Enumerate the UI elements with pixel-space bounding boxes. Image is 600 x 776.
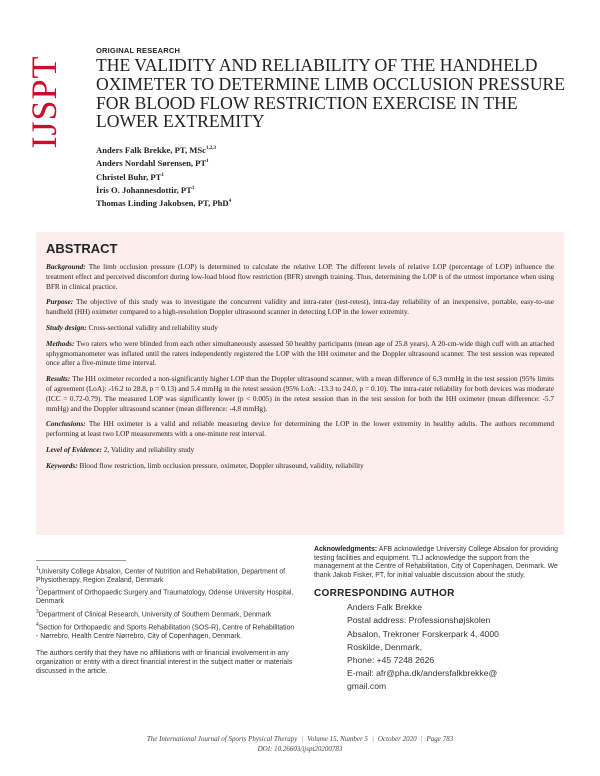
corresponding-author-details [314, 601, 566, 693]
footer-citation: The International Journal of Sports Physical Therapy | Volume 15, Number 5 | October 2020 | Page 783 [146, 735, 454, 743]
author: Anders Nordahl Sørensen, $PT^1$ [96, 158, 209, 169]
abstract-section-level-of-evidence: Level of Evidence: 2, Validity and reliability study [46, 444, 195, 454]
corresponding-author-line: gmail.com [347, 680, 387, 691]
author: Thomas Linding Jakobsen, PT, PhD$^4$ [96, 198, 232, 209]
journal-logo: IJSPT [24, 55, 64, 149]
abstract-section-keywords: Keywords: Blood flow restriction, limb occlusion pressure, oximeter, Doppler ultrasound, validity, reliability [46, 460, 364, 470]
abstract-section-study-design: Study design: Cross-sectional validity and reliability study [46, 322, 218, 332]
article-title: THE VALIDITY AND RELIABILITY OF THE HANDHELD OXIMETER TO DETERMINE LIMB OCCLUSION PRESSURE FOR BLOOD FLOW RESTRICTION EXERCISE IN THE LOWER EXTREMITY [96, 55, 566, 132]
article-type-label: ORIGINAL RESEARCH [96, 46, 181, 55]
acknowledgments-column [314, 546, 566, 693]
abstract-section-results: Results: The HH oximeter recorded a non-significantly higher LOP than the Doppler ultrasound scanner, with a mean difference of 6.3 mmHg in the test session (95% limits of agreement (LoA): -16.2 to 28.8, p = 0.13) and 5.4 mmHg in the retest session (95% LoA: -13.3 to 24.0, p = 0.10). The intra-rater reliability for both devices was moderate (ICC = 0.72-0.79). The measured LOP was significantly lower (p < 0.005) in the retest session than in the test session for both the HH oximeter (mean difference: -5.7 mmHg) and the Doppler ultrasound scanner (mean difference: -4.8 mmHg). [46, 374, 554, 413]
abstract-heading: ABSTRACT [46, 241, 118, 256]
page-footer [0, 734, 600, 754]
footer-doi: DOI: 10.26603/ijspt20200783 [257, 745, 343, 753]
affiliation: $^2$Department of Orthopaedic Surgery and Traumatology, Odense University Hospital, Denmark [36, 587, 294, 606]
affiliation: $^4$Section for Orthopaedic and Sports Rehabilitation (SOS-R), Centre of Rehabilitation - Nørrebro, Health Centre Nørrebro, City of Copenhagen, Denmark. [36, 621, 295, 640]
abstract-section-background: Background: The limb occlusion pressure (LOP) is determined to calculate the relative LOP. The different levels of relative LOP (percentage of LOP) influence the treatment effect and perceived discomfort during low-load blood flow restriction (BFR) strength training. Thus, determining the LOP is of the utmost importance when using BFR in clinical practice. [46, 262, 554, 291]
corresponding-author-line: Roskilde, Denmark, [347, 641, 422, 652]
author: Anders Falk Brekke, PT, MSc$^{1,2,3}$ [96, 144, 216, 155]
abstract-section-conclusions: Conclusions: The HH oximeter is a valid and reliable measuring device for determining the LOP in the lower extremity in healthy adults. The authors recommend performing at least two LOP measurements with a one-minute rest interval. [46, 419, 554, 439]
acknowledgments: Acknowledgments: AFB acknowledge University College Absalon for providing testing facilities and equipment. TLJ acknowledge the support from the management at the Centre of Rehabilitation, City of Copenhagen, Denmark. We thank Jakob Fisker, PT, for initial valuable discussion about the study. [314, 546, 558, 579]
affiliation: $^1$University College Absalon, Center of Nutrition and Rehabilitation, Department of Physiotherapy, Region Zealand, Denmark [36, 566, 286, 584]
affiliations-column [36, 560, 298, 676]
corresponding-author-line: Postal address: Professionshøjskolen [347, 615, 491, 626]
corresponding-author-line: E-mail: afr@pha.dk/andersfalkbrekke@ [347, 667, 498, 678]
author: Íris O. Johannesdottir, $PT^1$ [96, 184, 195, 195]
corresponding-author-heading: CORRESPONDING AUTHOR [314, 588, 455, 600]
corresponding-author-line: Phone: +45 7248 2626 [347, 654, 435, 665]
affiliation: $^3$Department of Clinical Research, University of Southern Denmark, Denmark [36, 608, 272, 619]
conflict-disclosure: The authors certify that they have no affiliations with or financial involvement in any organization or entity with a direct financial interest in the subject matter or materials discussed in the article. [36, 650, 293, 675]
abstract-box [36, 232, 564, 535]
author: Christel Buhr, $PT^1$ [96, 171, 164, 182]
footnote-divider [36, 560, 126, 561]
corresponding-author-line: Anders Falk Brekke [347, 602, 422, 613]
corresponding-author-line: Absalon, Trekroner Forskerpark 4, 4000 [347, 628, 499, 639]
author-list [96, 143, 231, 210]
abstract-section-purpose: Purpose: The objective of this study was to investigate the concurrent validity and intra-rater (test-retest), intra-day reliability of an inexpensive, portable, easy-to-use handheld (HH) oximeter compared to a high-resolution Doppler ultrasound scanner in detecting LOP in the lower extremity. [46, 297, 554, 317]
abstract-section-methods: Methods: Two raters who were blinded from each other simultaneously assessed 50 healthy participants (mean age of 25.8 years). A 20-cm-wide thigh cuff with an attached sphygmomanometer was inflated until the raters independently registered the LOP with the HH oximeter and the Doppler ultrasound scanner. The test session was repeated once after a five-minute time interval. [46, 338, 554, 368]
